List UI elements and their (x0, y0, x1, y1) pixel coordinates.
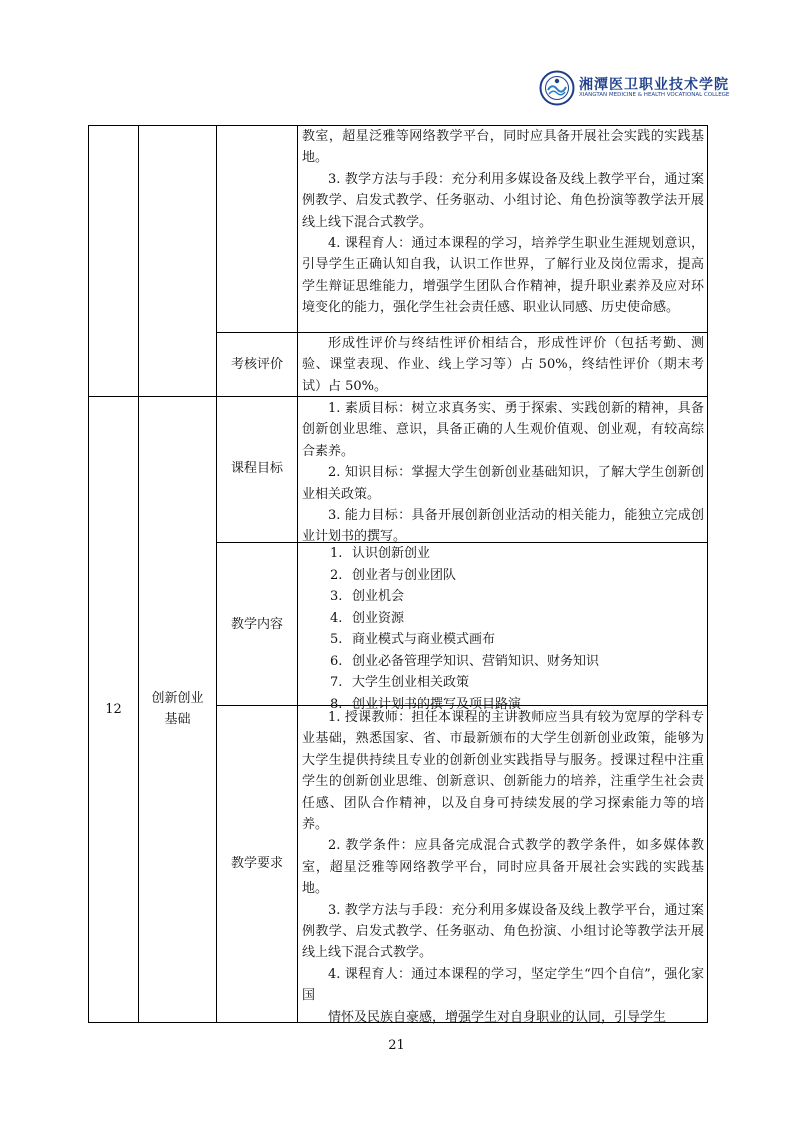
requirement-paragraph: 3. 教学方法与手段：充分利用多媒设备及线上教学平台，通过案例教学、启发式教学、任务驱动、角色扮演、小组讨论等教学法开展线上线下混合式教学。 (302, 902, 704, 961)
prev-requirement-paragraph: 4. 课程育人：通过本课程的学习，培养学生职业生涯规划意识，引导学生正确认知自我，认识工作世界，了解行业及岗位需求，提高学生辩证思维能力，增强学生团队合作精神，提升职业素养及应对环境变化的能力，强化学生社会责任感、职业认同感、历史使命感。 (302, 236, 704, 316)
requirements-label: 教学要求 (230, 856, 283, 871)
college-logo (539, 70, 759, 110)
objectives-text (302, 398, 704, 548)
college-name: 湘潭医卫职业技术学院 (579, 77, 729, 93)
content-item: 8. 创业计划书的撰写及项目路演 (330, 696, 522, 712)
content-item: 6. 创业必备管理学知识、营销知识、财务知识 (330, 653, 600, 669)
requirement-paragraph: 4. 课程育人：通过本课程的学习，坚定学生“四个自信”，强化家国 (302, 966, 704, 1004)
content-item: 1. 认识创新创业 (330, 546, 431, 561)
assessment-label: 考核评价 (230, 357, 283, 372)
prev-requirement-paragraph: 教室，超星泛雅等网络教学平台，同时应具备开展社会实践的实践基地。 (302, 129, 704, 166)
objective-paragraph: 1. 素质目标：树立求真务实、勇于探索、实践创新的精神，具备创新创业思维、意识，具备正确的人生观价值观、创业观，有较高综合素养。 (302, 401, 704, 459)
college-emblem-icon (539, 70, 575, 106)
content-item: 4. 创业资源 (330, 610, 405, 626)
content-item: 3. 创业机会 (330, 589, 405, 604)
college-name-english: XIANGTAN MEDICINE & HEALTH VOCATIONAL COLLEGE (579, 92, 730, 98)
requirements-text (302, 707, 704, 1028)
course-name-line1: 创新创业 (151, 691, 204, 706)
assessment-text (302, 333, 704, 397)
course-number: 12 (105, 702, 122, 717)
requirement-paragraph: 1. 授课教师：担任本课程的主讲教师应当具有较为宽厚的学科专业基础，熟悉国家、省、市最新颁布的大学生创新创业政策，能够为大学生提供持续且专业的创新创业实践指导与服务。授课过程中注重学生的创新创业思维、创新意识、创新能力的培养，注重学生社会责任感、团队合作精神，以及自身可持续发展的学习探索能力等的培养。 (302, 710, 704, 833)
course-name-line2: 基础 (164, 712, 191, 727)
content-item: 5. 商业模式与商业模式画布 (330, 632, 496, 647)
requirement-paragraph: 2. 教学条件：应具备完成混合式教学的教学条件，如多媒体教室，超星泛雅等网络教学平台，同时应具备开展社会实践的实践基地。 (302, 838, 704, 897)
prev-requirements-text (302, 126, 704, 319)
page-number: 21 (388, 1038, 405, 1053)
requirement-paragraph: 情怀及民族自豪感，增强学生对自身职业的认同，引导学生 (328, 1009, 667, 1025)
objective-paragraph: 3. 能力目标：具备开展创新创业活动的相关能力，能独立完成创业计划书的撰写。 (302, 508, 704, 545)
prev-requirement-paragraph: 3. 教学方法与手段：充分利用多媒设备及线上教学平台，通过案例教学、启发式教学、任务驱动、小组讨论、角色扮演等教学法开展线上线下混合式教学。 (302, 171, 704, 230)
content-item: 7. 大学生创业相关政策 (330, 675, 470, 690)
assessment-paragraph: 形成性评价与终结性评价相结合，形成性评价（包括考勤、测验、课堂表现、作业、线上学习等）占 50%，终结性评价（期末考试）占 50%。 (302, 336, 704, 394)
content-label: 教学内容 (230, 617, 283, 632)
content-item: 2. 创业者与创业团队 (330, 567, 457, 583)
content-list (330, 543, 700, 715)
objectives-label: 课程目标 (230, 461, 283, 476)
objective-paragraph: 2. 知识目标：掌握大学生创新创业基础知识，了解大学生创新创业相关政策。 (302, 465, 704, 502)
